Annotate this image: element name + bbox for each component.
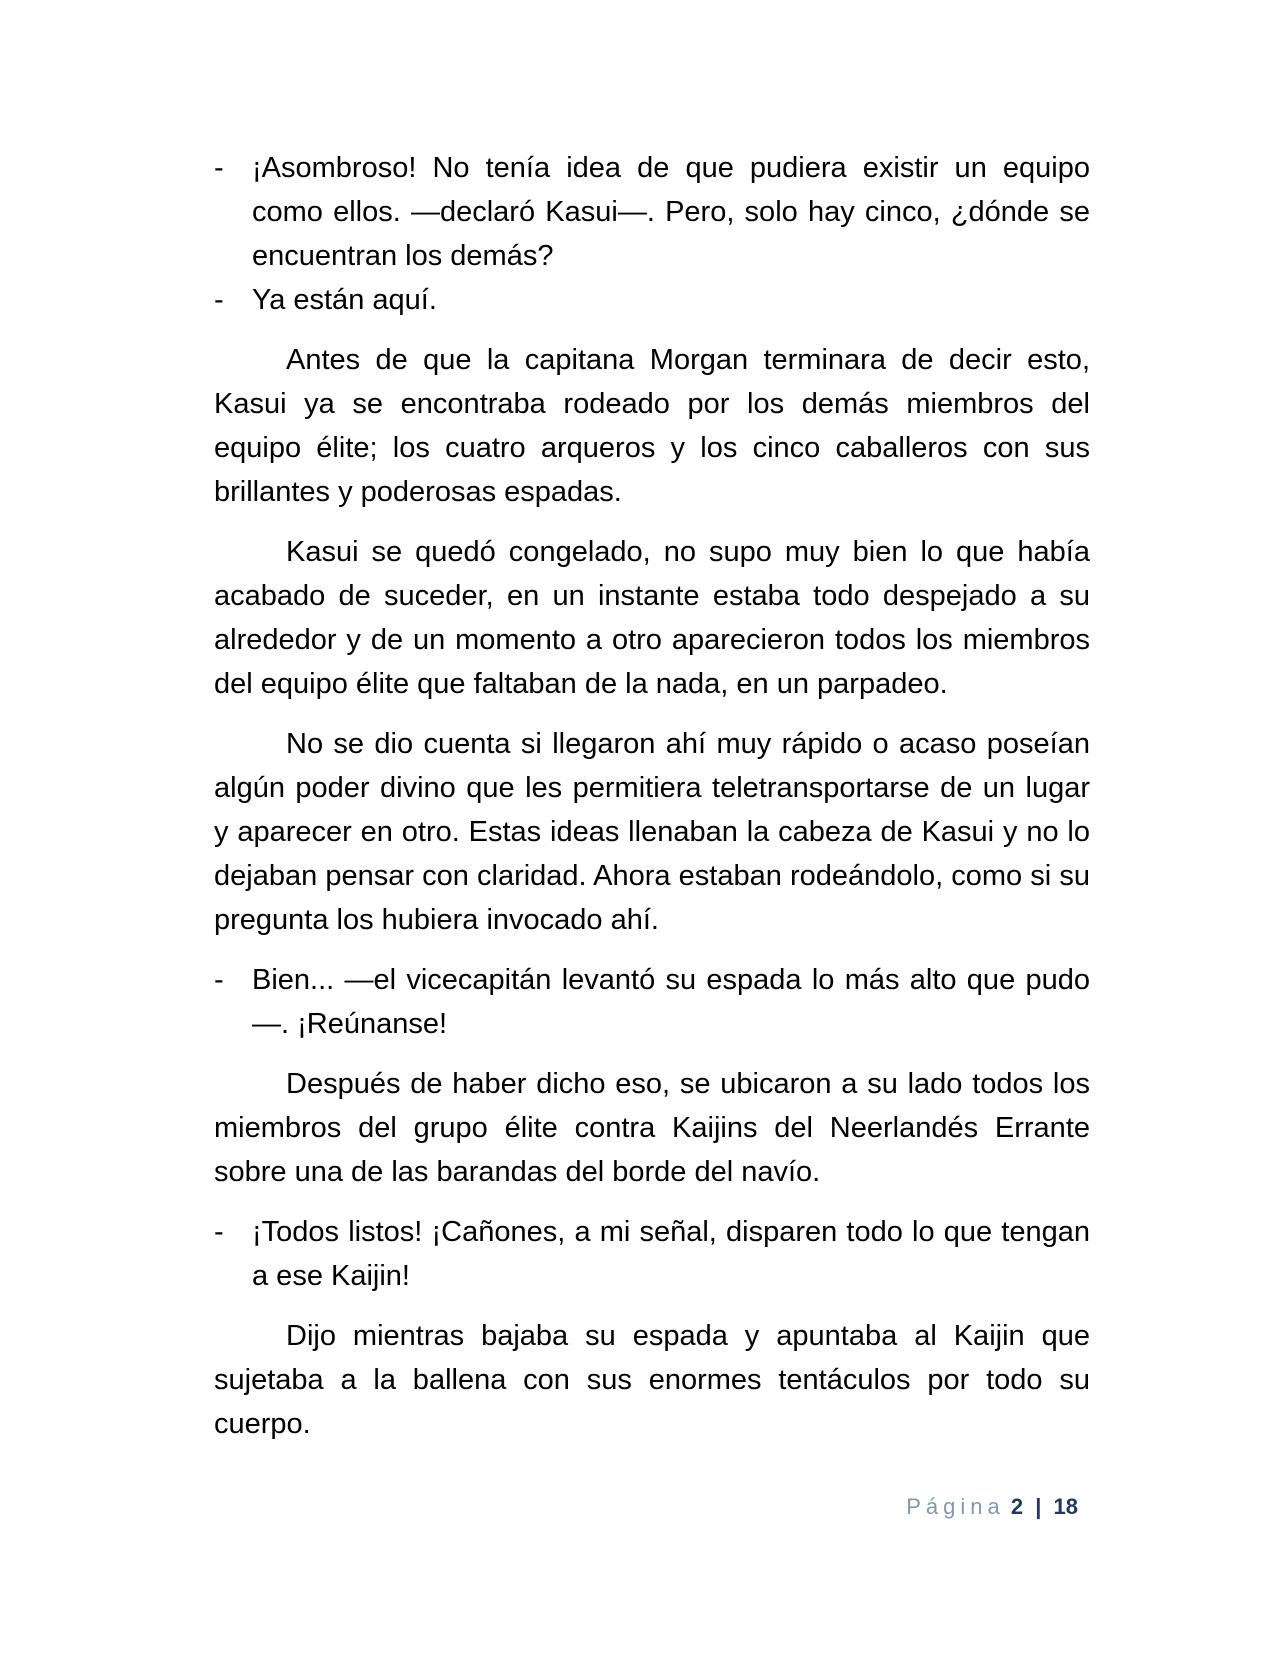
dialogue-text: Ya están aquí. (252, 284, 437, 316)
dialogue-line (214, 958, 1090, 1046)
paragraph: Kasui se quedó congelado, no supo muy bien lo que había acabado de suceder, en un instante estaba todo despejado a su alrededor y de un momento a otro aparecieron todos los miembros del equipo élite que faltaban de la nada, en un parpadeo. (214, 536, 1090, 700)
footer-label: Página (906, 1494, 1005, 1519)
paragraph: Después de haber dicho eso, se ubicaron a su lado todos los miembros del grupo élite contra Kaijins del Neerlandés Errante sobre una de las barandas del borde del navío. (214, 1068, 1090, 1188)
page-number: 2 (1010, 1494, 1024, 1519)
dialogue-dash: - (214, 1216, 224, 1248)
dialogue-text: ¡Asombroso! No tenía idea de que pudiera existir un equipo como ellos. —declaró Kasui—. Pero, solo hay cinco, ¿dónde se encuentran los demás? (252, 152, 1090, 272)
dialogue-dash: - (214, 284, 224, 316)
dialogue-dash: - (214, 964, 224, 996)
footer-separator: | (1035, 1494, 1042, 1519)
page-footer (906, 1493, 1078, 1521)
dialogue-line (214, 278, 1090, 322)
dialogue-line (214, 1210, 1090, 1298)
page-total: 18 (1053, 1494, 1078, 1519)
dialogue-text: Bien... —el vicecapitán levantó su espada lo más alto que pudo—. ¡Reúnanse! (252, 964, 1090, 1040)
dialogue-dash: - (214, 152, 224, 184)
paragraph: Dijo mientras bajaba su espada y apuntaba al Kaijin que sujetaba a la ballena con sus enormes tentáculos por todo su cuerpo. (214, 1320, 1090, 1440)
dialogue-text: ¡Todos listos! ¡Cañones, a mi señal, disparen todo lo que tengan a ese Kaijin! (252, 1216, 1090, 1292)
page-body (214, 146, 1090, 1446)
paragraph: Antes de que la capitana Morgan terminara de decir esto, Kasui ya se encontraba rodeado por los demás miembros del equipo élite; los cuatro arqueros y los cinco caballeros con sus brillantes y poderosas espadas. (214, 344, 1090, 508)
dialogue-line (214, 146, 1090, 278)
paragraph: No se dio cuenta si llegaron ahí muy rápido o acaso poseían algún poder divino que les permitiera teletransportarse de un lugar y aparecer en otro. Estas ideas llenaban la cabeza de Kasui y no lo dejaban pensar con claridad. Ahora estaban rodeándolo, como si su pregunta los hubiera invocado ahí. (214, 728, 1090, 936)
